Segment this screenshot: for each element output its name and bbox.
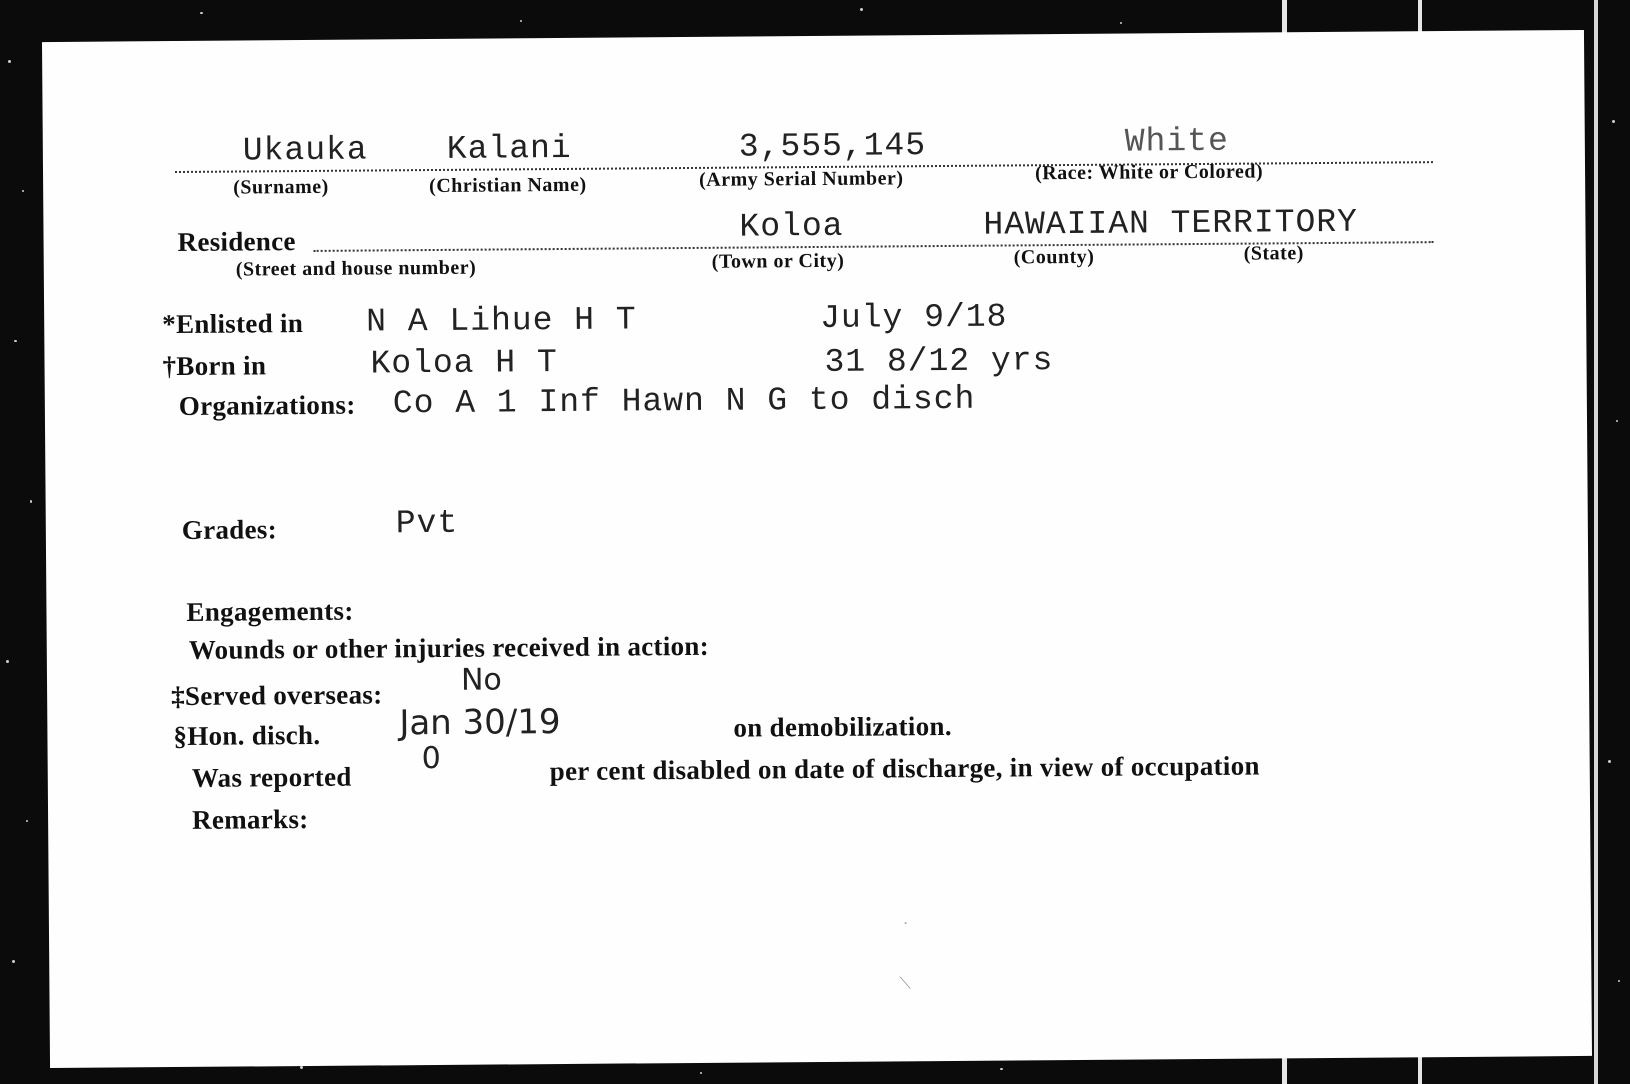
hon-disch-suffix: on demobilization. bbox=[733, 710, 952, 743]
county-value: HAWAIIAN TERRITORY bbox=[983, 203, 1359, 244]
age-value: 31 8/12 yrs bbox=[824, 342, 1054, 381]
county-caption: (County) bbox=[1013, 245, 1095, 269]
remarks-label: Remarks: bbox=[191, 804, 309, 835]
enlisted-label: *Enlisted in bbox=[162, 308, 304, 340]
scan-speck bbox=[1618, 980, 1620, 982]
residence-label: Residence bbox=[177, 226, 296, 258]
christian-name-value: Kalani bbox=[446, 129, 572, 168]
scan-speck bbox=[860, 8, 863, 11]
scan-speck bbox=[1608, 760, 1611, 763]
scan-speck bbox=[12, 960, 15, 963]
enlisted-date-value: July 9/18 bbox=[820, 298, 1008, 337]
disability-suffix: per cent disabled on date of discharge, in view of occupation bbox=[549, 750, 1260, 787]
grades-value: Pvt bbox=[395, 504, 459, 543]
engagements-label: Engagements: bbox=[186, 595, 354, 627]
serial-number-value: 3,555,145 bbox=[738, 127, 927, 166]
organizations-value: Co A 1 Inf Hawn N G to disch bbox=[392, 380, 976, 423]
stray-mark: ⟍ bbox=[899, 975, 911, 993]
surname-value: Ukauka bbox=[242, 131, 368, 170]
scan-speck bbox=[700, 1072, 702, 1074]
scan-speck bbox=[1120, 22, 1122, 24]
service-record-card bbox=[42, 30, 1592, 1068]
disability-value: 0 bbox=[421, 740, 441, 777]
town-value: Koloa bbox=[739, 207, 844, 246]
scan-speck bbox=[8, 60, 11, 63]
scan-border-line bbox=[1594, 0, 1598, 1084]
race-value: White bbox=[1124, 122, 1229, 161]
town-caption: (Town or City) bbox=[711, 249, 845, 273]
enlisted-place-value: N A Lihue H T bbox=[366, 301, 637, 341]
scan-speck bbox=[1000, 1068, 1003, 1070]
street-caption: (Street and house number) bbox=[235, 256, 477, 281]
scan-speck bbox=[300, 1066, 303, 1069]
scan-speck bbox=[1612, 120, 1615, 123]
hon-disch-label: §Hon. disch. bbox=[173, 719, 321, 752]
scan-speck bbox=[14, 340, 17, 342]
disability-label: Was reported bbox=[191, 761, 352, 793]
scan-speck bbox=[30, 500, 32, 503]
state-caption: (State) bbox=[1243, 242, 1304, 265]
organizations-label: Organizations: bbox=[178, 389, 356, 422]
stray-mark: · bbox=[902, 915, 909, 933]
christian-name-caption: (Christian Name) bbox=[429, 173, 587, 198]
scan-speck bbox=[6, 660, 9, 663]
hon-disch-date: Jan 30/19 bbox=[399, 702, 561, 744]
born-place-value: Koloa H T bbox=[370, 344, 558, 383]
scan-speck bbox=[1616, 420, 1618, 422]
surname-caption: (Surname) bbox=[233, 175, 329, 199]
served-overseas-value: No bbox=[460, 662, 502, 698]
race-caption: (Race: White or Colored) bbox=[1034, 160, 1264, 185]
scan-speck bbox=[200, 12, 203, 14]
grades-label: Grades: bbox=[181, 514, 278, 545]
scan-speck bbox=[26, 820, 28, 822]
served-overseas-label: ‡Served overseas: bbox=[171, 679, 383, 712]
scan-speck bbox=[520, 20, 522, 22]
serial-number-caption: (Army Serial Number) bbox=[699, 167, 904, 191]
wounds-label: Wounds or other injuries received in action: bbox=[188, 630, 710, 665]
born-label: †Born in bbox=[162, 350, 267, 382]
scan-speck bbox=[22, 190, 24, 192]
